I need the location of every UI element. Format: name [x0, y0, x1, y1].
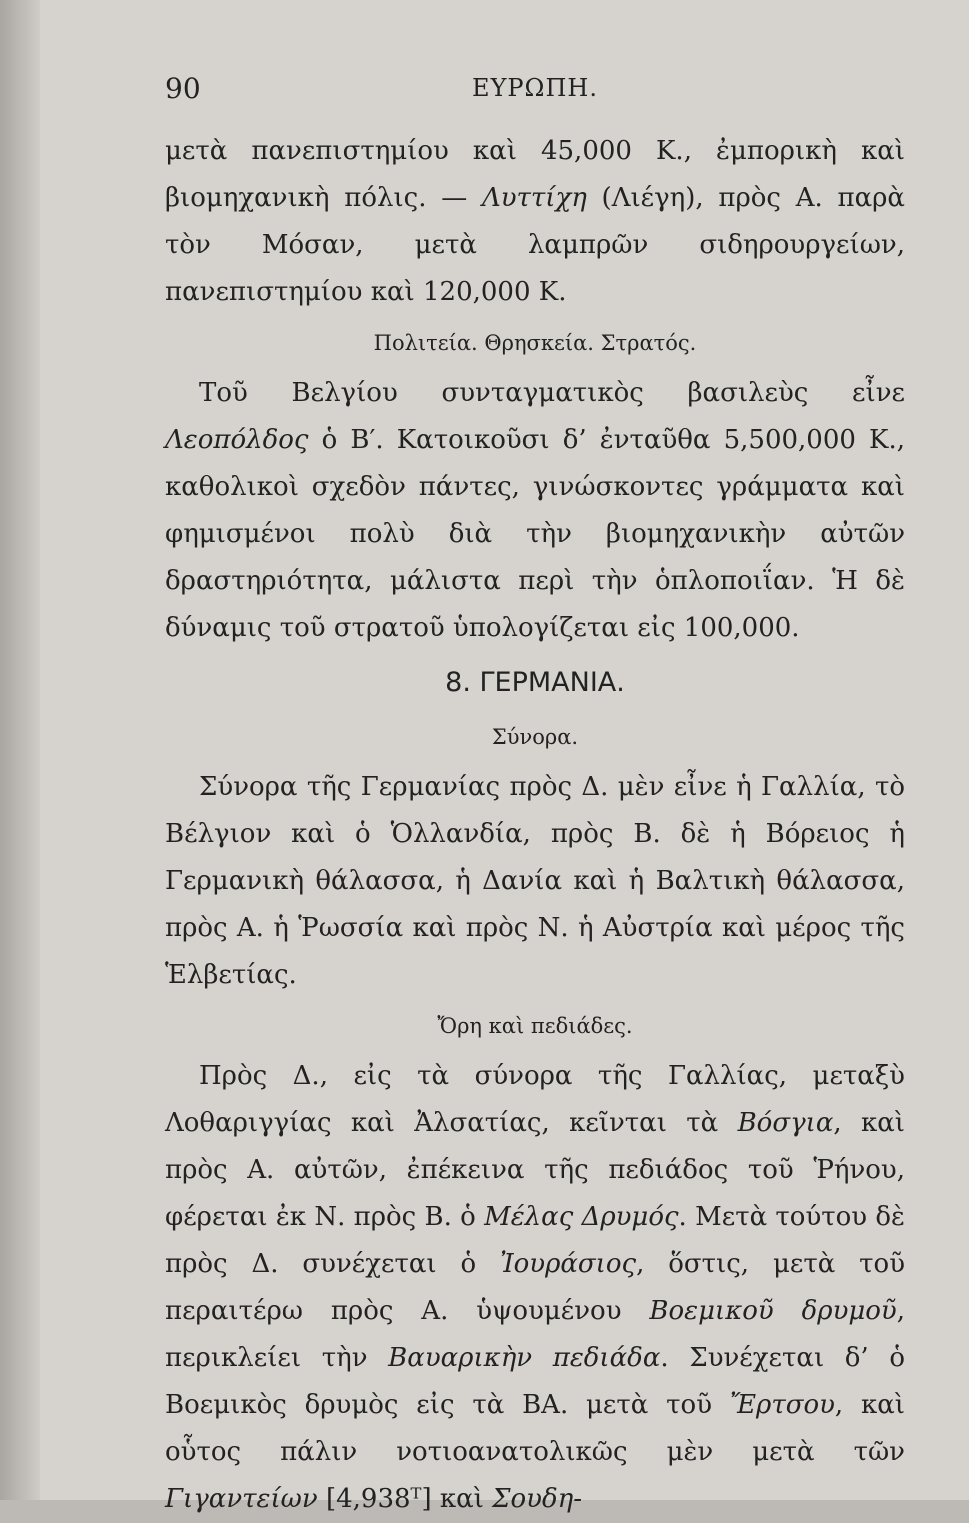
subheading-borders: Σύνορα.: [491, 725, 579, 749]
section-title-germany: 8. ΓΕΡΜΑΝΙΑ.: [445, 667, 625, 698]
place-name: Ἔρτσου: [729, 1390, 835, 1420]
paragraph-germany-borders: Σύνορα τῆς Γερμανίας πρὸς Δ. μὲν εἶνε ἡ Γαλλία, τὸ Βέλγιον καὶ ὁ Ὁλλανδία, πρὸς Β. δὲ ἡ Βόρειος ἡ Γερμανικὴ θάλασσα, ἡ Δανία καὶ ἡ Βαλτικὴ θάλασσα, πρὸς Α. ἡ Ῥωσσία καὶ πρὸς Ν. ἡ Αὐστρία καὶ μέρος τῆς Ἑλβετίας.: [165, 772, 905, 990]
place-name: Λυττίχη: [481, 183, 587, 213]
text-run: ὁ Β′. Κατοικοῦσι δ’ ἐνταῦθα 5,500,000 Κ., καθολικοὶ σχεδὸν πάντες, γινώσκοντες γράμματα καὶ φημισμένοι πολὺ διὰ τὴν βιομηχανικὴν αὐτῶν δραστηριότητα, μάλιστα περὶ τὴν ὁπλοποιΐαν. Ἡ δὲ δύναμις τοῦ στρατοῦ ὑπολογίζεται εἰς 100,000.: [165, 425, 905, 643]
text-run: . Συνέχεται δ’ ὁ Βοεμικὸς δρυμὸς εἰς τὰ ΒΑ. μετὰ τοῦ: [165, 1343, 905, 1420]
subheading-mountains: Ὄρη καὶ πεδιάδες.: [437, 1014, 633, 1038]
text-run: , καὶ πρὸς Α. αὐτῶν, ἐπέκεινα τῆς πεδιάδος τοῦ Ῥήνου, φέρεται ἐκ Ν. πρὸς Β. ὁ: [165, 1108, 906, 1232]
text-run: , περικλείει τὴν: [165, 1296, 905, 1373]
paragraph-liege: [165, 128, 905, 316]
place-name: Βοεμικοῦ δρυμοῦ: [649, 1296, 897, 1326]
subheading-government: Πολιτεία. Θρησκεία. Στρατός.: [373, 331, 697, 355]
text-run: [4,938ᵀ] καὶ: [317, 1484, 493, 1514]
text-run: Τοῦ Βελγίου συνταγματικὸς βασιλεὺς εἶνε: [199, 378, 905, 408]
place-name: Ἰουράσιος: [500, 1249, 637, 1279]
page-number: 90: [165, 72, 201, 105]
running-title: ΕΥΡΩΠΗ.: [472, 74, 598, 102]
paragraph-belgium-government: [165, 370, 905, 652]
running-head: [165, 72, 905, 112]
place-name: Μέλας Δρυμός: [484, 1202, 679, 1232]
text-run: Πρὸς Δ., εἰς τὰ σύνορα τῆς Γαλλίας, μεταξὺ Λοθαριγγίας καὶ Ἀλσατίας, κεῖνται τὰ: [165, 1061, 905, 1138]
text-run: (Λιέγη), πρὸς Α. παρὰ τὸν Μόσαν, μετὰ λαμπρῶν σιδηρουργείων, πανεπιστημίου καὶ 120,000 Κ.: [165, 183, 905, 307]
text-run: , καὶ οὗτος πάλιν νοτιοανατολικῶς μὲν μετὰ τῶν: [165, 1390, 906, 1467]
text-run: μετὰ πανεπιστημίου καὶ 45,000 Κ., ἐμπορικὴ καὶ βιομηχανικὴ πόλις. —: [165, 136, 905, 213]
place-name: Βόσγια: [737, 1108, 834, 1138]
page-edge-shadow: [0, 0, 40, 1500]
place-name: Βαυαρικὴν πεδιάδα: [388, 1343, 661, 1373]
page-body: [165, 128, 905, 1523]
place-name: Σουδη-: [492, 1484, 582, 1514]
king-name: Λεοπόλδος: [165, 425, 309, 455]
text-run: , ὅστις, μετὰ τοῦ περαιτέρω πρὸς Α. ὑψουμένου: [165, 1249, 906, 1326]
text-run: . Μετὰ τούτου δὲ πρὸς Δ. συνέχεται ὁ: [165, 1202, 905, 1279]
place-name: Γιγαντείων: [165, 1484, 318, 1514]
paragraph-germany-mountains: [165, 1053, 905, 1523]
